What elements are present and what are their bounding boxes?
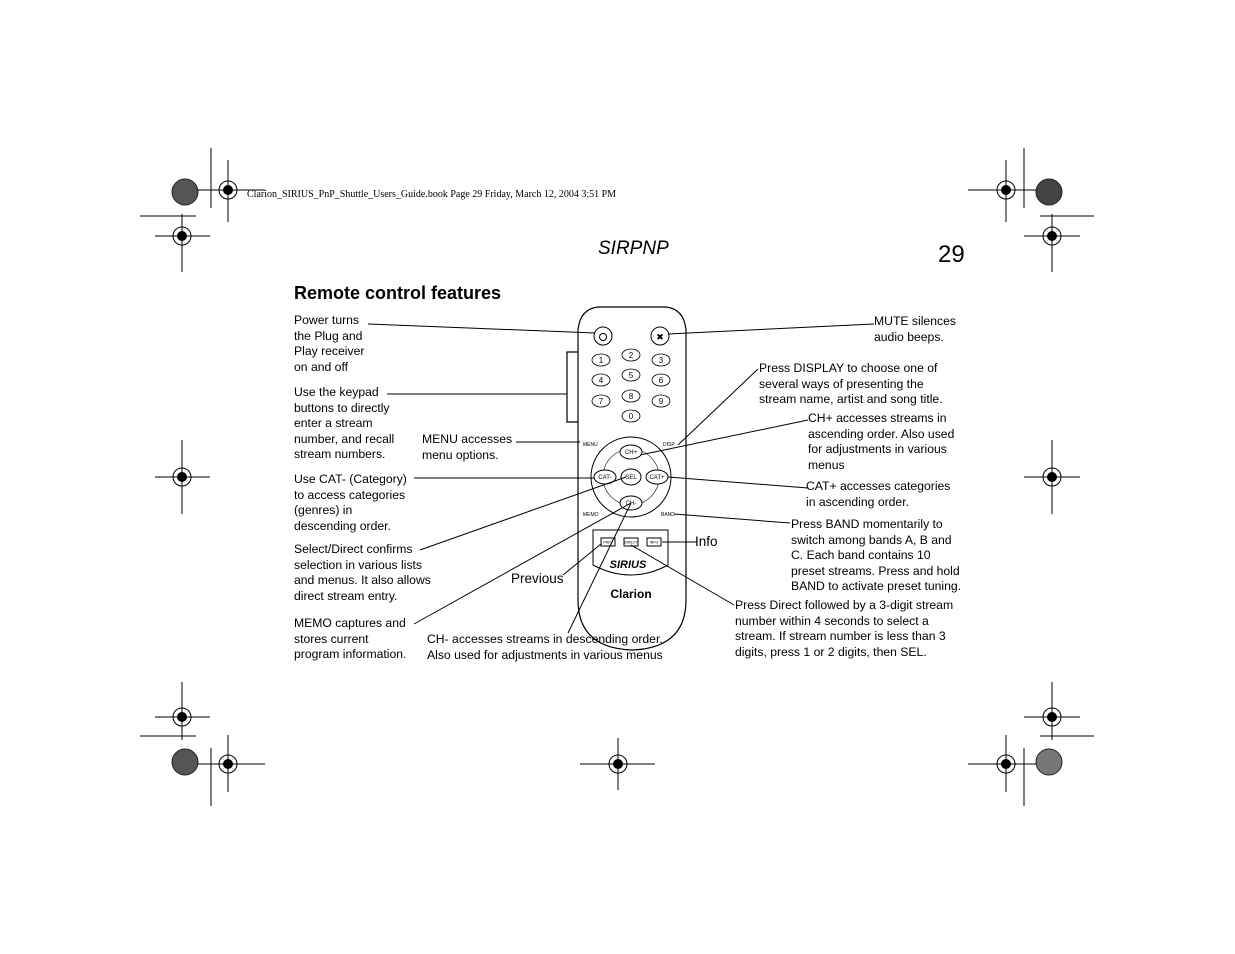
callout-cat-plus: CAT+ accesses categories in ascending order.	[806, 479, 951, 509]
callout-ch-minus: CH- accesses streams in descending order. Also used for adjustments in various menus	[427, 632, 663, 662]
prev-key-label: PREV	[603, 540, 613, 545]
key-7-label: 7	[598, 397, 604, 406]
callout-direct: Press Direct followed by a 3-digit stream number within 4 seconds to select a stream. If stream number is less than 3 digits, press 1 or 2 digits, then SEL.	[735, 598, 954, 659]
power-button[interactable]	[594, 327, 612, 345]
ch-plus-label: CH+	[624, 450, 638, 456]
key-5-label: 5	[628, 371, 634, 380]
key-3-label: 3	[658, 356, 664, 365]
callout-select: Select/Direct confirms selection in various lists and menus. It also allows direct stream entry.	[294, 542, 431, 603]
band-key-label: BAND	[661, 512, 675, 518]
key-6-label: 6	[658, 376, 664, 385]
section-heading: Remote control features	[294, 283, 502, 303]
callout-band: Press BAND momentarily to switch among bands A, B and C. Each band contains 10 preset streams. Press and hold BAND to activate preset tuning.	[791, 517, 962, 594]
running-head: SIRPNP	[598, 238, 669, 259]
key-8-label: 8	[628, 392, 634, 401]
key-1-label: 1	[598, 356, 604, 365]
page-number: 29	[938, 241, 965, 268]
sel-label: SEL	[625, 475, 637, 481]
callout-cat-minus: Use CAT- (Category) to access categories (genres) in descending order.	[294, 472, 407, 533]
memo-key-label: MEMO	[583, 512, 599, 518]
key-9-label: 9	[658, 397, 664, 406]
cat-minus-label: CAT-	[598, 475, 612, 481]
clarion-logo: Clarion	[610, 587, 652, 601]
callout-previous: Previous	[511, 571, 564, 586]
callout-ch-plus: CH+ accesses streams in ascending order. Also used for adjustments in various menus	[808, 411, 955, 472]
cat-plus-label: CAT+	[649, 475, 665, 481]
callout-memo: MEMO captures and stores current program information.	[294, 616, 407, 662]
info-key-label: INFO	[649, 540, 659, 545]
keypad-bracket	[567, 352, 578, 422]
callout-keypad: Use the keypad buttons to directly enter a stream number, and recall stream numbers.	[294, 385, 395, 462]
callout-menu: MENU accesses menu options.	[422, 432, 513, 462]
callout-info: Info	[695, 534, 718, 549]
sirius-logo: SIRIUS	[609, 559, 647, 571]
key-4-label: 4	[598, 376, 604, 385]
callout-power: Power turns the Plug and Play receiver on and off	[294, 313, 365, 374]
disp-key-label: DISP	[663, 442, 675, 448]
key-2-label: 2	[628, 351, 634, 360]
menu-key-label: MENU	[583, 442, 598, 448]
ch-minus-label: CH-	[625, 501, 637, 507]
direct-key-label: DIRECT	[624, 540, 638, 545]
callout-display: Press DISPLAY to choose one of several ways of presenting the stream name, artist and song title.	[759, 361, 943, 407]
key-0-label: 0	[628, 412, 634, 421]
print-header: Clarion_SIRIUS_PnP_Shuttle_Users_Guide.book Page 29 Friday, March 12, 2004 3:51 PM	[247, 189, 617, 200]
mute-icon: ✖	[656, 332, 664, 342]
callout-mute: MUTE silences audio beeps.	[874, 314, 956, 344]
